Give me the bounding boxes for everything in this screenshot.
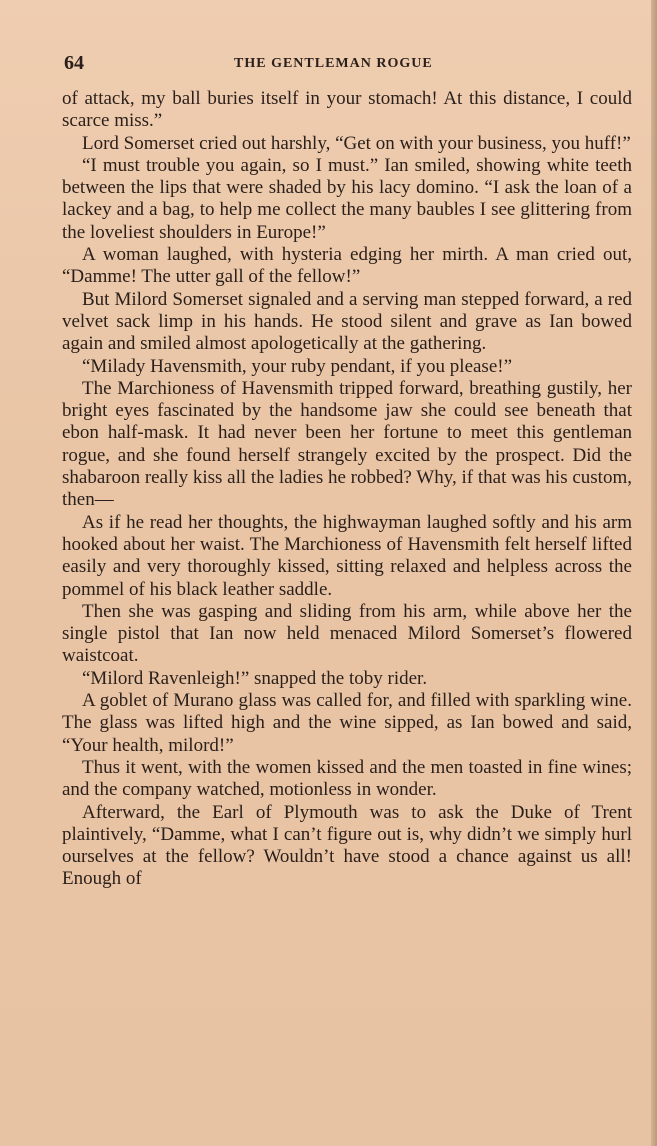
paragraph: Thus it went, with the women kissed and the men toasted in fine wines; and the company watched, motionless in wonder. <box>62 756 632 801</box>
page-number: 64 <box>64 52 84 74</box>
paragraph: “I must trouble you again, so I must.” Ian smiled, showing white teeth between the lips that were shaded by his lacy domino. “I ask the loan of a lackey and a bag, to help me collect the many baubles I see glittering from the loveliest shoulders in Europe!” <box>62 154 632 243</box>
paragraph: Afterward, the Earl of Plymouth was to ask the Duke of Trent plaintively, “Damme, what I can’t figure out is, why didn’t we simply hurl ourselves at the fellow? Wouldn’t have stood a chance against us all! Enough of <box>62 801 632 890</box>
paragraph: The Marchioness of Havensmith tripped forward, breathing gustily, her bright eyes fascinated by the handsome jaw she could see beneath that ebon half-mask. It had never been her fortune to meet this gentleman rogue, and she found herself strangely excited by the prospect. Did the shabaroon really kiss all the ladies he robbed? Why, if that was his custom, then— <box>62 377 632 511</box>
paragraph: of attack, my ball buries itself in your stomach! At this distance, I could scarce miss.” <box>62 88 632 132</box>
page-edge <box>651 0 657 1146</box>
paragraph: But Milord Somerset signaled and a serving man stepped forward, a red velvet sack limp in his hands. He stood silent and grave as Ian bowed again and smiled almost apologetically at the gathering. <box>62 288 632 355</box>
paragraph: Then she was gasping and sliding from his arm, while above her the single pistol that Ian now held menaced Milord Somerset’s flowered waistcoat. <box>62 600 632 667</box>
paragraph: As if he read her thoughts, the highwayman laughed softly and his arm hooked about her waist. The Marchioness of Havensmith felt herself lifted easily and very thoroughly kissed, sitting relaxed and helpless across the pommel of his black leather saddle. <box>62 511 632 600</box>
paragraph: “Milord Ravenleigh!” snapped the toby rider. <box>82 667 428 689</box>
body-text <box>62 88 632 891</box>
paragraph: “Milady Havensmith, your ruby pendant, if you please!” <box>82 355 513 377</box>
page-header <box>64 52 604 76</box>
paragraph: A goblet of Murano glass was called for, and filled with sparkling wine. The glass was lifted high and the wine sipped, as Ian bowed and said, “Your health, milord!” <box>62 690 632 756</box>
paragraph: A woman laughed, with hysteria edging her mirth. A man cried out, “Damme! The utter gall of the fellow!” <box>62 244 632 288</box>
running-title: THE GENTLEMAN ROGUE <box>234 56 433 71</box>
paragraph: Lord Somerset cried out harshly, “Get on with your business, you huff!” <box>82 132 631 154</box>
